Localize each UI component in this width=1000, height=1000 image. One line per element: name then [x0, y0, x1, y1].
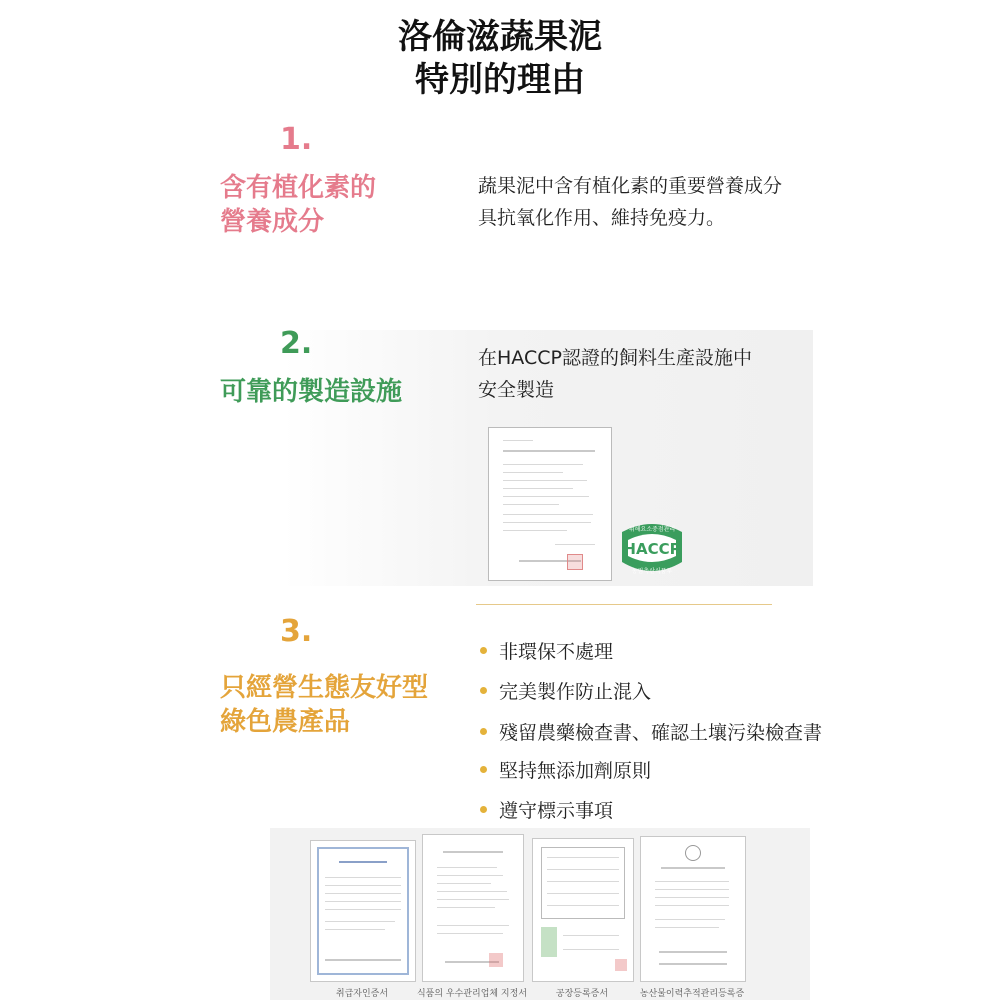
certificate-image-1: [310, 840, 416, 982]
section3-lead-line2: 綠色農產品: [220, 706, 351, 737]
haccp-main-text: HACCP: [623, 540, 681, 558]
section1-lead-line2: 營養成分: [220, 206, 325, 237]
certificate-image-4: [640, 836, 746, 982]
bullet-dot-icon: [480, 647, 487, 654]
section3-number: 3.: [280, 614, 313, 649]
bullet-dot-icon: [480, 806, 487, 813]
section2-description: [478, 342, 752, 407]
haccp-badge: [618, 518, 686, 582]
certificate-caption-2: 식품의 우수관리업체 지정서: [416, 989, 528, 999]
list-item: [480, 713, 822, 749]
bullet-text: 堅持無添加劑原則: [499, 759, 652, 782]
section-divider: [476, 604, 772, 605]
bullet-dot-icon: [480, 766, 487, 773]
section1-desc-line1: 蔬果泥中含有植化素的重要營養成分: [478, 175, 783, 197]
section2-lead: 可靠的製造設施: [220, 377, 403, 407]
certificate-image-3: [532, 838, 634, 982]
section3-lead-line1: 只經營生態友好型: [220, 673, 429, 703]
list-item: [480, 791, 822, 827]
haccp-bottom-text: 농림축산식품부: [631, 568, 673, 575]
bullet-text: 殘留農藥檢查書、確認土壤污染檢查書: [499, 721, 823, 744]
bullet-text: 遵守標示事項: [499, 799, 614, 822]
section1-lead: [220, 172, 376, 240]
page-title: [0, 16, 1000, 101]
section1-number: 1.: [280, 122, 313, 157]
section1-desc-line2: 具抗氧化作用、維持免疫力。: [478, 207, 726, 230]
certificate-caption-1: 취급자인증서: [335, 989, 389, 999]
section2-number: 2.: [280, 326, 313, 361]
section2-desc-line2: 安全製造: [478, 379, 555, 402]
section3-bullet-list: [480, 632, 822, 827]
section1-description: [478, 170, 782, 235]
bullet-text: 非環保不處理: [499, 640, 614, 663]
title-line-2: 特別的理由: [415, 59, 585, 100]
haccp-top-text: 위해요소중점관리: [628, 526, 676, 533]
list-item: [480, 751, 822, 787]
section3-lead: [220, 672, 428, 740]
title-line-1: 洛倫滋蔬果泥: [398, 17, 602, 57]
list-item: [480, 632, 822, 668]
bullet-dot-icon: [480, 687, 487, 694]
bullet-text: 完美製作防止混入: [499, 680, 652, 703]
certificate-caption-4: 농산물이력추적관리등록증: [639, 989, 745, 999]
bullet-dot-icon: [480, 728, 487, 735]
section2-desc-line1: 在HACCP認證的飼料生產設施中: [478, 347, 752, 369]
certificate-image-2: [422, 834, 524, 982]
list-item: [480, 672, 822, 708]
section1-lead-line1: 含有植化素的: [220, 173, 377, 203]
certificate-caption-3: 공장등록증서: [555, 989, 609, 999]
haccp-certificate-image: [488, 427, 612, 581]
